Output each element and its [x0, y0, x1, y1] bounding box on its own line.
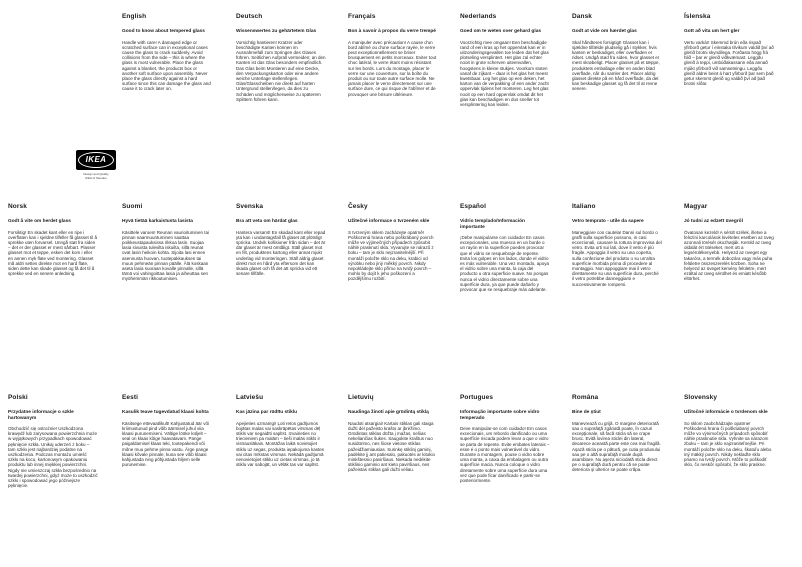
ikea-logo [76, 150, 116, 170]
language-title: Polski [8, 394, 28, 401]
language-title: Slovensky [684, 394, 718, 401]
logo-tagline-line1: Design and Quality [83, 172, 109, 176]
section-cesky [348, 203, 438, 282]
section-norsk [8, 203, 98, 276]
section-heading: Užitočné informácie o tvrdenom skle [684, 410, 768, 415]
section-heading: Godt at vide om hærdet glas [572, 29, 637, 34]
section-heading: Goed om te weten over gehard glas [460, 29, 542, 34]
section-heading: Gott að vita um hert gler [684, 29, 740, 34]
language-title: Nederlands [460, 13, 497, 20]
language-title: Suomi [122, 203, 143, 210]
language-title: Svenska [236, 203, 264, 210]
section-portugues [460, 394, 550, 483]
language-title: Lietuvių [348, 394, 374, 401]
section-heading: Bine de ştiut [572, 410, 601, 415]
ikea-logo-oval [78, 152, 114, 168]
section-heading: Kas jāzina par rūdītu stiklu [236, 410, 298, 415]
language-title: Deutsch [236, 13, 263, 20]
language-title: Italiano [572, 203, 596, 210]
section-body: Manevrează cu grijă. O margine deteriorată sau o suprafaţă zgâriată poate, în cazuri excepţionale, să facă sticla să se crape brusc. Evită lovirea sticlei din lateral, deoarece această parte este cea mai fragilă. Aşază sticla pe o pătură, pe cutia produsului sau pe o altă suprafaţă moale după asamblare. Nu aşeza niciodată sticla direct pe o suprafaţă dură pentru că se poate deteriora şi ulterior se poate crăpa. [572, 420, 661, 473]
section-heading: Informação importante sobre vidro temperado [460, 410, 540, 421]
language-title: Latviešu [236, 394, 264, 401]
logo-tagline-line2: IKEA of Sweden [85, 175, 107, 180]
section-body: Skal håndteres forsigtigt! Glasset kan i sjældne tilfælde pludselig gå i stykker, hvis kanten er beskadiget, eller overfladen er ridset. Undgå stød fra siden, hvor glasset er mest skrøbeligt. Placer glasset på et tæppe, produktets emballage eller en anden blød overflade, når du samler det. Placer aldrig glasset direkte på en hård overflade, da det kan beskadige glasset og få det til at revne senere. [572, 39, 660, 92]
section-latviesu [236, 394, 326, 467]
section-heading: Przydatne informacje o szkle hartowanym [8, 410, 74, 421]
section-body: ¡Debe manipularse con cuidado! En casos excepcionales, una muesca en un borde o un rayón en la superficie pueden provocar que el vidrio se resquebraje de repente. Evita los golpes en los lados, donde el vidrio es más vulnerable. Una vez montado, apoya el vidrio sobre una manta, la caja del producto u otra superficie suave. No pongas nunca el vidrio directamente sobre una superficie dura, ya que puede dañarlo y provocar que se resquebraje más adelante. [460, 235, 550, 293]
section-body: Vertu varkár! Skemmd brún eða rispað yfirborð getur í einstaka tilvikum valdið því að glerið brotni skyndilega. Forðastu högg frá hlið – þar er glerið viðkvæmast. Leggðu glerið á teppi, umbúðakassann eða annað mjúkt yfirborð við samsetningu. Leggðu glerið aldrei beint á hart yfirborð þar sem það getur skemmt glerið og valdið því að það brotni síðar. [684, 39, 774, 87]
section-body: Handle with care! A damaged edge or scratched surface can in exceptional cases cause the glass to crack suddenly. Avoid collisions from the side – this is where the glass is most vulnerable. Place the glass against a blanket, the products box or another soft surface upon assembly. Never place the glass directly against a hard surface since this can damage the glass and cause it to crack later on. [122, 39, 211, 92]
section-heading: Bon à savoir à propos du verre trempé [348, 29, 436, 34]
section-italiano [572, 203, 662, 287]
language-title: Eesti [122, 394, 139, 401]
section-romana [572, 394, 662, 473]
ikea-logo-text: IKEA [85, 155, 107, 164]
section-body: A manipuler avec précaution! A cause d'un bord abîmé ou d'une surface rayée, le verre peut exceptionnellement se briser brusquement en petits morceaux. Eviter tout choc latéral, le verre étant moins résistant sur les bords. Lors du montage, placer le verre sur une couverture, sur la boîte du produit ou sur toute autre surface molle. Ne jamais placer le verre directement sur une surface dure, ce qui risque de l'abîmer et de provoquer une brisure ultérieure. [348, 39, 437, 97]
language-title: Česky [348, 203, 368, 210]
section-heading: Naudinga žinoti apie grūdintą stiklą [348, 410, 429, 415]
section-heading: Godt å vite om herdet glass [8, 219, 71, 224]
language-title: Româna [572, 394, 599, 401]
section-body: Forsiktig! En skadet kant eller en ripe i overflaten kan i sjeldne tilfeller få glasset til å sprekke uten forvarsel. Unngå støt fra siden – det er der glasset er mest sårbart. Plasser glasset mot et teppe, esken det kom i eller en annen myk flate ved montering. Glasset må aldri settes direkte mot en hard flate, siden dette kan skade glasset og få det til å sprekke ved en senere anledning. [8, 229, 98, 277]
section-heading: Hyvä tietää karkaistusta lasista [122, 219, 193, 224]
section-heading: Vidrio templado/Información importante [460, 219, 525, 230]
section-body: S tvrzeným sklem zacházejte opatrně! Poškozená hrana nebo poškrábaný povrch může ve výjimečných případech způsobit náhlé prasknutí skla. Vyvarujte se nárazů z boku – tam je sklo nejzranitelnější. Při montáži položte sklo na deku, krabici od výrobku nebo jiný měkký povrch. Nikdy nepokládejte sklo přímo na tvrdý povrch – mohlo by dojít k jeho poškození a pozdějšímu rozbití. [348, 229, 434, 282]
section-slovensky [684, 394, 774, 467]
language-title: Français [348, 13, 376, 20]
section-body: So sklom zaobchádzajte opatrne! Poškodená hrana či poškriabaný povrch môže vo výnimočných prípadoch spôsobiť náhle prasknutie skla. Vyhnite sa nárazom zboku – tam je sklo najzraniteľnejšie. Pri montáži položte sklo na deku, škatuľu alebo iný mäkký povrch. Nikdy neklaďte sklo priamo na tvrdý povrch. Môže to poškodiť sklo, čo neskôr spôsobí, že sklo praskne. [684, 420, 772, 468]
section-suomi [122, 203, 212, 282]
section-heading: Bra att veta om härdat glas [236, 219, 298, 224]
language-title: English [122, 13, 147, 20]
section-body: Hantera varsamt! En skadad kant eller repad yta kan i undantagsfall få glaset att plötsligt spricka. Undvik kollisioner från sidan – det är där glaset är mest ömtåligt. Ställ glaset mot en filt, produktens kartong eller annat mjukt underlag vid monteringen. Ställ aldrig glaset direkt mot en hård yta eftersom det kan skada glaset och få det att spricka vid ett senare tillfälle. [236, 229, 326, 277]
section-body: Obchodzić się ostrożnie! Uszkodzona krawędź lub zarysowana powierzchnia może w wyjątkowych przypadkach spowodować pęknięcie szkła. Unikaj uderzeń z boku – tam szkło jest najbardziej podatne na uszkodzenia. Podczas montażu umieść szkło na kocu, kartonowym opakowaniu produktu lub innej miękkiej powierzchni. Nigdy nie umieszczaj szkła bezpośrednio na twardej powierzchni, gdyż może to uszkodzić szkło i spowodować jego późniejsze pęknięcie. [8, 426, 98, 489]
section-francais [348, 13, 438, 97]
language-title: Dansk [572, 13, 593, 20]
section-heading: Užitečné informace o tvrzeném skle [348, 219, 430, 224]
section-heading: Jó tudni az edzett üvegről [684, 219, 743, 224]
language-title: Portugues [460, 394, 494, 401]
section-dansk [572, 13, 662, 92]
section-espanol [460, 203, 550, 292]
section-body: Käsitsege ettevaatlikult! Kahjustatud äär või kriimustunud pind võib äärmisel juhul viia klaasi purunemiseni. Vältige lööke küljelt – seal on klaas kõige haavatavam. Pange paigaldamisel klaas teki, tootepakendi või mõne muu pehme pinna vastu. Ärge pange klaasi kõvale pinnale, kuna see võib klaasi kahjustada ning põhjustada hiljem selle purunemise. [122, 420, 210, 468]
section-svenska [236, 203, 326, 276]
section-body: Deve manipular-se com cuidado! Em casos excecionais, um rebordo danificado ou uma superfície riscada podem levar a que o vidro se parta de repente. Evite embates laterais – esse é o ponto mais vulnerável do vidro. Durante a montagem, pouse o vidro sobre uma manta, a caixa da embalagem ou outra superfície macia. Nunca coloque o vidro diretamente sobre uma superfície dura uma vez que pode ficar danificado e partir-se posteriormente. [460, 426, 550, 484]
section-heading: Vetro temprato - utile da sapere [572, 219, 644, 224]
section-body: Óvatosan kezeld! A sérült szélek, illetve a felszíni karcolások kivételes esetben az üveg azonnali törését okozhatják. Kerüld az üveg oldalát ért ütéseket, mert ott a legsérülékenyebb. Helyezd az üveget egy takaróra, a termék dobozára vagy más puha felületre összeszerelés közben. Soha ne helyezd az üveget kemény felületre, mert ezáltal az üveg sérülhet és emiatt később eltörhet. [684, 229, 774, 282]
section-body: Käsittele varoen! Reunan vaurioituminen tai pinnan naarmuuntuminen saattaa poikkeustapauksissa rikkoa lasin. Suojaa lasia sivuista tulevilta iskuilta, sillä reunat ovat lasin heikoin kohta. Sijoita lasi ennen asennusta huovan, tuotepakkauksen tai muun pehmeän pinnan päälle. Älä koskaan aseta lasia suoraan kovalle pinnalle, sillä tämä voi vahingoittaa lasia ja aiheuttaa sen myöhemmän rikkoutumisen. [122, 229, 210, 282]
language-title: Íslenska [684, 13, 711, 20]
section-english [122, 13, 212, 92]
language-title: Norsk [8, 203, 27, 210]
logo-tagline [70, 173, 122, 180]
section-body: Naudoti atsargiai! Kartais stiklas gali staiga dužti dėl pažeisto krašto ar įbrėžimo. Grūdintas stiklas dūžta į mažas, nešias nekeliančias šukes. Saugokite kraštus nuo susidūrimo, nes šiose vietose stiklas pažeidžiamiausias. Surinkę stiklinį gaminį, padėkite jį ant patiesalo, pakuotės ar kitokio minkštesnio paviršiaus. Niekada nedėkite stiklinio gaminio ant kieto paviršiaus, nes pažeistas stiklas gali dužti vėliau. [348, 420, 436, 473]
section-eesti [122, 394, 212, 467]
section-heading: Wissenswertes zu gehärtetem Glas [236, 29, 317, 34]
section-nederlands [460, 13, 550, 107]
section-deutsch [236, 13, 326, 102]
section-polski [8, 394, 98, 488]
section-islenska [684, 13, 774, 86]
section-lietuviu [348, 394, 438, 473]
section-magyar [684, 203, 774, 282]
section-body: Maneggiare con cautela! Danni sul bordo o graffi sulla superficie possono, in casi eccezionali, causare la rottura improvvisa del vetro. Evita urti sui lati, dove il vetro è più fragile. Appoggia il vetro su una coperta, sulla confezione del prodotto o su un'altra superficie morbida prima di procedere al montaggio. Non appoggiare mai il vetro direttamente su una superficie dura, perché il vetro potrebbe danneggiarsi e successivamente rompersi. [572, 229, 662, 287]
language-title: Español [460, 203, 486, 210]
section-body: Vorsichtig hantieren! Kratzer oder beschädigte Kanten können im Ausnahmefall zum Springen des Glases führen. Seitlichen Aufprall vermeiden; an den Kanten ist das Glas besonders empfindlich. Das Glas beim Montieren auf eine Decke, den Verpackungskarton oder eine andere weiche Unterlage stellen/legen. Glas/Glasscheiben nie direkt auf harten Untergrund stellen/legen, da dies zu Schäden und möglicherweise zu späterem Splittern führen kann. [236, 39, 326, 102]
language-title: Magyar [684, 203, 708, 210]
section-heading: Kasulik teave tugevdatud klaasi kohta [122, 410, 209, 415]
section-heading: Good to know about tempered glass [122, 29, 205, 34]
section-body: Voorzichtig mee omgaan! Een beschadigde rand of een kras op het oppervlak kan er in uitzonderingsgevallen toe leiden dat het glas plotseling versplintert. Het glas zal echter nooit in grote scherven uiteenvallen, hoogstens in kleine stukjes. Voorkom stoten vanaf de zijkant – daar is het glas het meest kwetsbaar. Leg het glas op een deken, het karton van de verpakking of een ander zacht oppervlak tijdens het monteren. Leg het glas nooit op een hard oppervlak omdat dit het glas kan beschadigen en dus sneller tot versplintering kan leiden. [460, 39, 549, 107]
section-body: Apejieties uzmanīgi! Ļoti retos gadījumos bojātas malas vai saskrāpētas virsmas dēļ stikls var negaidīti saplīst. Izvairieties no triecieniem pa malām – tieši malās stikls ir vistrauslākais. Montāžas laikā novietojiet stiklu uz segas, produkta iepakojuma kastes vai citas mīkstas virsmas. Nekādā gadījumā nenovietojiet stiklu uz cietas virsmas, jo tā stiklu var sabojāt, un vēlāk tas var saplīst. [236, 420, 325, 468]
